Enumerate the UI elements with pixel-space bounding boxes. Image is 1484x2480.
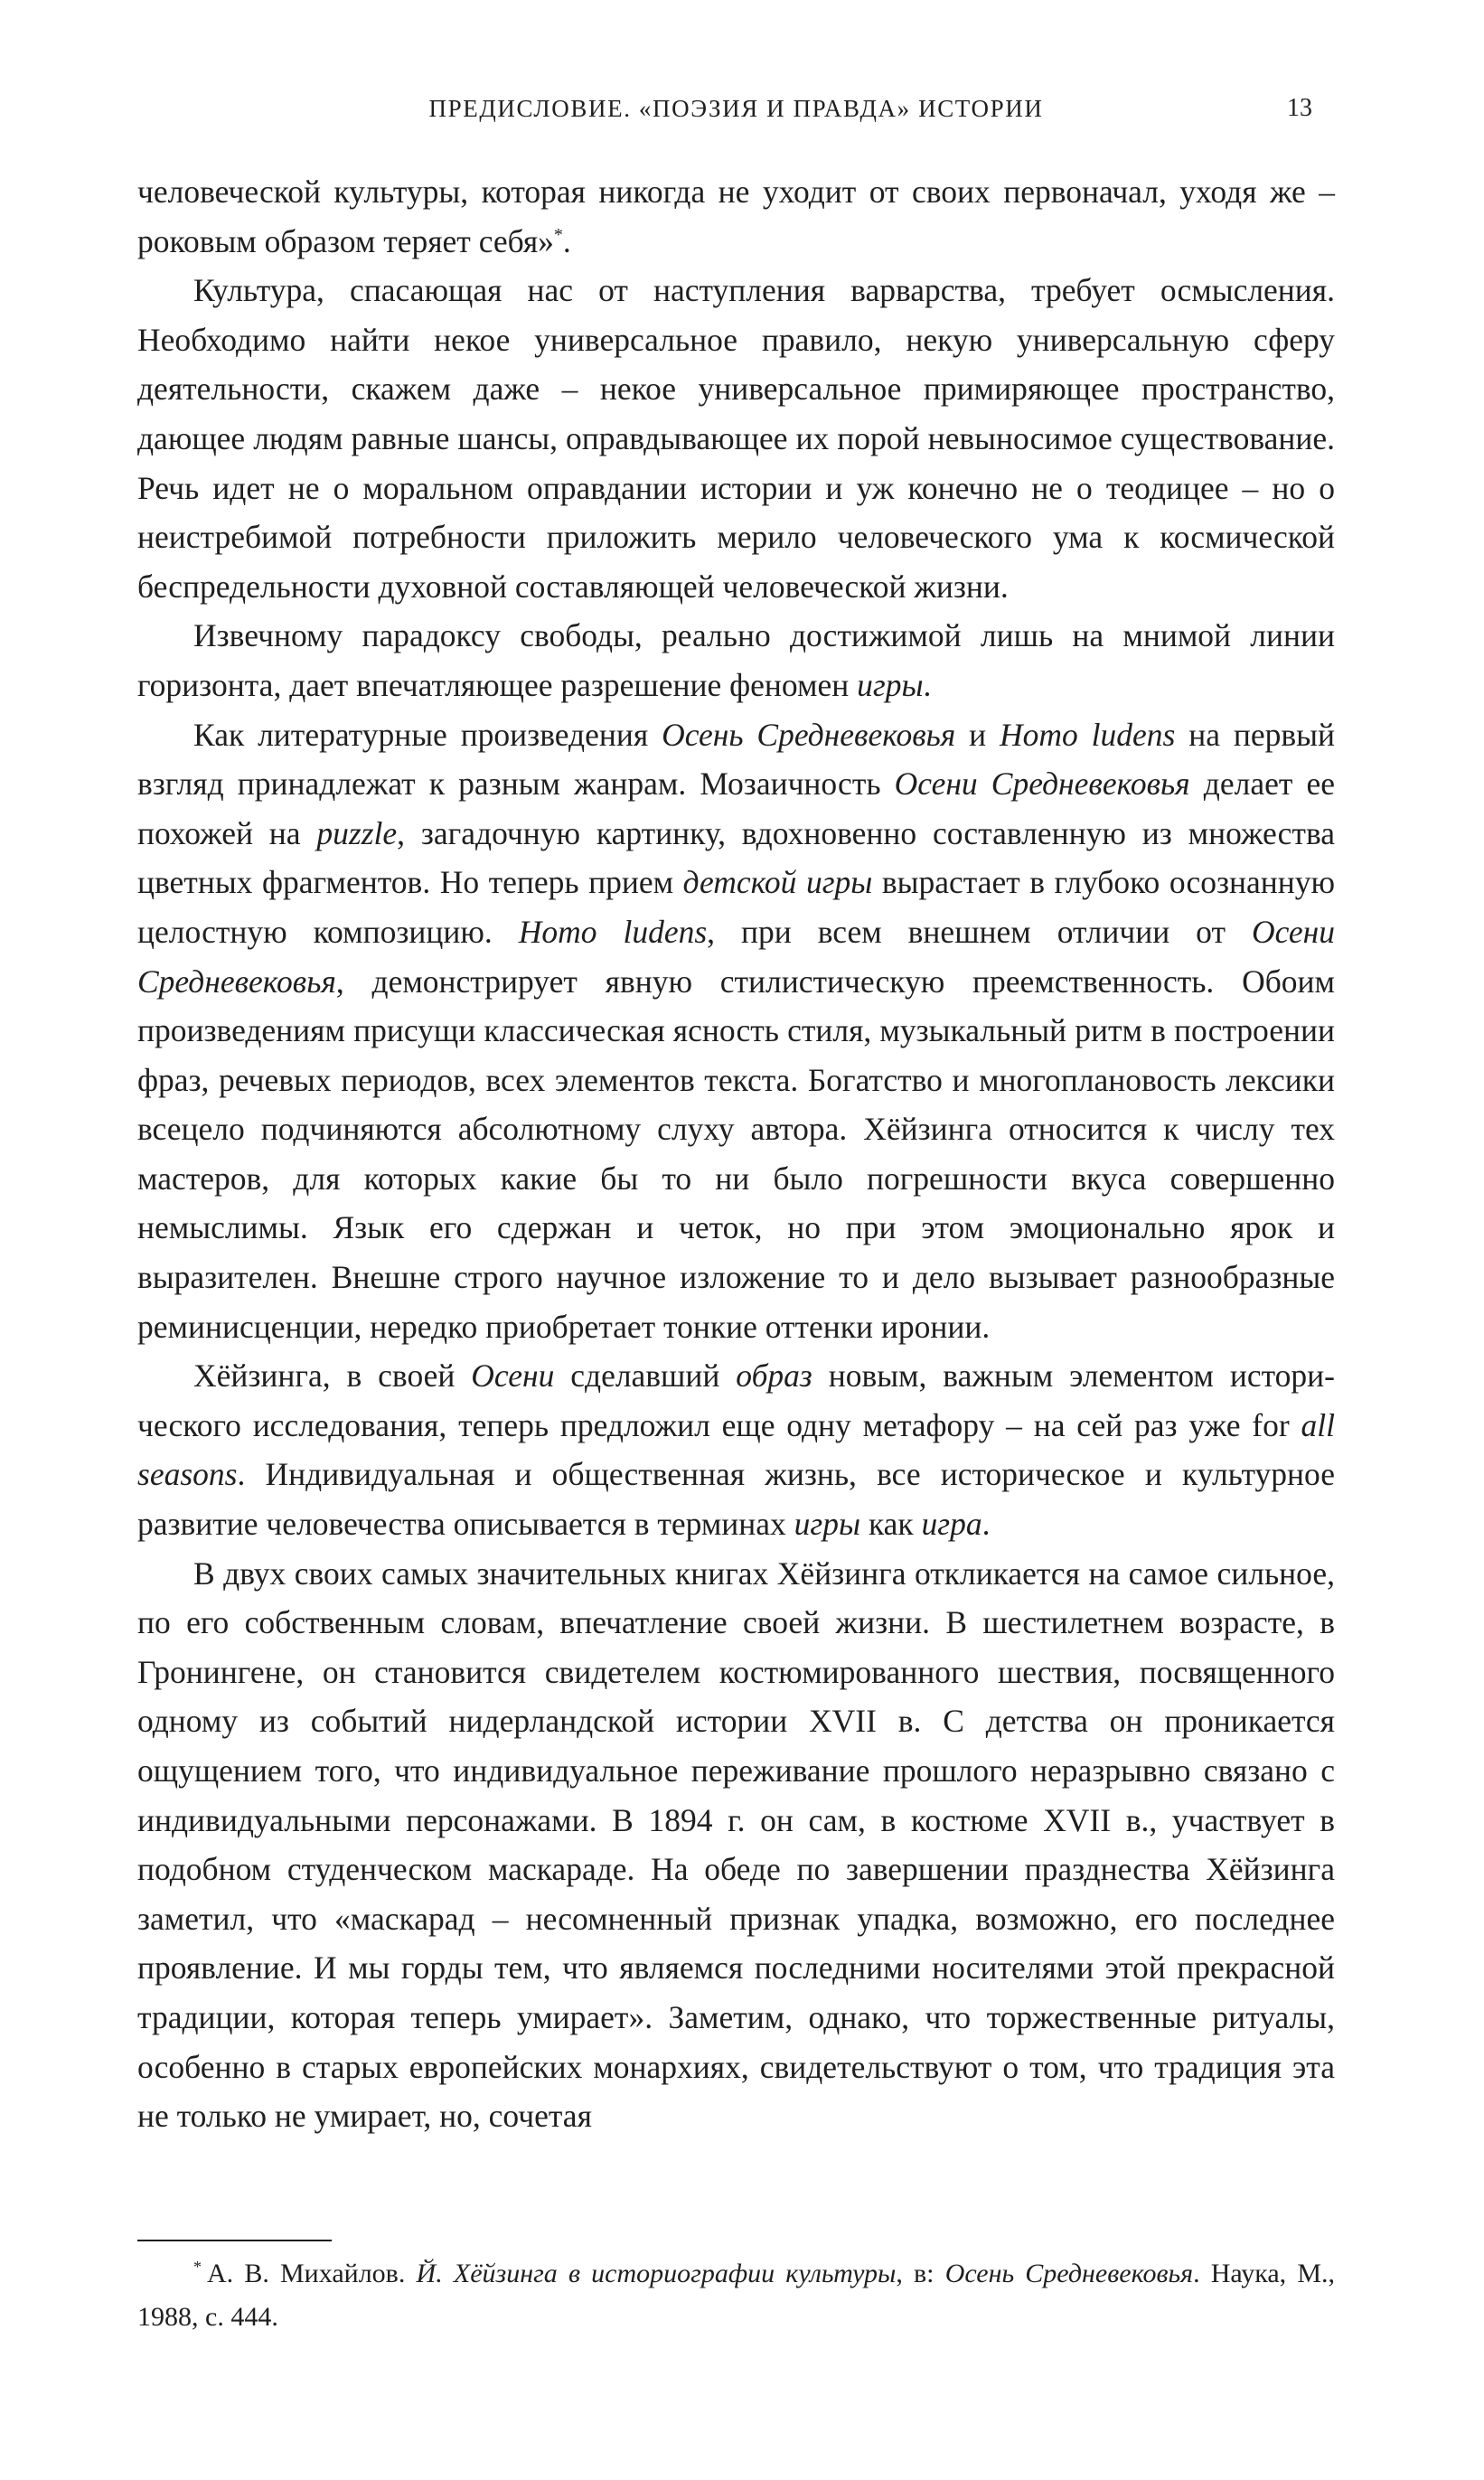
footnote: [137, 2252, 1335, 2339]
text-run: вырастает в глубоко осознанную целостную композицию.: [137, 864, 1336, 950]
paragraph-1: [137, 167, 1335, 266]
text-run: .: [982, 1506, 991, 1543]
paragraph-6: [137, 1549, 1335, 2141]
text-run: человеческой культуры, которая никогда не уходит от своих первоначал, уходя же – роковым образом теряет себя»: [137, 174, 1335, 259]
text-run: , при всем внешнем отличии от: [707, 913, 1252, 950]
footnote-author: А. В. Михайлов.: [207, 2259, 417, 2288]
footnote-divider: [137, 2240, 332, 2241]
italic-term: детской игры: [682, 864, 873, 901]
text-run: Культура, спасающая нас от наступления варварства, требует осмысления. Необходимо найти некое универсальное правило, некую универсальную сферу деятельности, скажем даже – некое универсальное примиряющее пространство, дающее людям равные шансы, оправдывающее их порой невыносимое существование. Речь идет не о моральном оправдании истории и уж конечно не о теодицее – но о неистребимой потребности приложить мерило человеческого ума к космической беспредельности духовной составляющей человеческой жизни.: [137, 272, 1335, 605]
text-run: новым, важным элементом исторического исследования, теперь предложил еще одну метафору – на сей раз уже for: [137, 1357, 1335, 1443]
footnote-marker: *: [193, 2258, 202, 2276]
main-text: [137, 167, 1335, 2141]
italic-title: Homo ludens: [1000, 716, 1176, 753]
footnote-reference: *: [553, 224, 563, 245]
paragraph-4: [137, 710, 1335, 1352]
footnote-article-title: Й. Хёйзинга в историографии культуры: [416, 2259, 897, 2288]
text-run: Хёйзинга, в своей: [193, 1357, 472, 1395]
footnote-book-title: Осень Средневековья: [944, 2259, 1194, 2288]
italic-term: puzzle: [316, 814, 398, 851]
text-run: Извечному парадоксу свободы, реально достижимой лишь на мнимой линии горизонта, дает впечатляющее разрешение феномен: [137, 617, 1335, 703]
footnote-separator: , в:: [896, 2259, 945, 2288]
italic-title: Homo ludens: [518, 913, 708, 950]
paragraph-5: [137, 1351, 1335, 1548]
text-run: делает ее похожей на: [137, 766, 1335, 851]
italic-term: игры: [857, 666, 924, 703]
running-title: ПРЕДИСЛОВИЕ. «ПОЭЗИЯ И ПРАВДА» ИСТОРИИ: [428, 95, 1044, 122]
italic-term: игра: [921, 1506, 982, 1543]
paragraph-3: [137, 611, 1335, 709]
italic-term: all seasons: [137, 1406, 1335, 1493]
footnote-publisher: . Наука, М., 1988, с. 444.: [137, 2259, 1335, 2332]
italic-title: Осени Средневековья: [137, 913, 1335, 1000]
text-run: как: [860, 1506, 922, 1543]
italic-title: Осени Средневековья: [894, 766, 1190, 803]
text-run: , демонстрирует явную стилистическую преемственность. Обоим произведениям присущи классическая ясность стиля, музыкальный ритм в построении фраз, речевых периодов, всех элементов текста. Богатство и многоплановость лексики всецело подчиняются абсолютному слуху автора. Хёйзинга относится к числу тех мастеров, для которых какие бы то ни было погрешности вкуса совершенно немыслимы. Язык его сдержан и четок, но при этом эмоционально ярок и выразителен. Внешне строго научное изложение то и дело вызывает разнообразные реминисценции, нередко приобретает тонкие оттенки иронии.: [137, 963, 1335, 1345]
text-run: на первый взгляд принадлежат к разным жанрам. Мозаичность: [137, 716, 1335, 803]
page-number: 13: [1287, 94, 1312, 122]
text-run: . Индивидуальная и общественная жизнь, все историческое и культурное развитие человечества описывается в терминах: [137, 1456, 1335, 1543]
text-run: .: [923, 666, 932, 703]
footnote-text: [137, 2252, 1335, 2339]
paragraph-2: [137, 266, 1335, 611]
text-run: Как литературные произведения: [193, 716, 662, 753]
text-run: сделавший: [554, 1357, 737, 1395]
italic-title: Осени: [471, 1357, 555, 1395]
text-run: В двух своих самых значительных книгах Хёйзинга откликается на самое сильное, по его собственным словам, впечатление своей жизни. В шестилетнем возрасте, в Гронингене, он становится свидетелем костюмированного шествия, посвященного одному из событий нидерландской истории XVII в. С детства он проникается ощущением того, что индивидуальное переживание прошлого неразрывно связано с индивидуальными персонажами. В 1894 г. он сам, в костюме XVII в., участвует в подобном студенческом маскараде. На обеде по завершении празднества Хёйзинга заметил, что «маскарад – несомненный признак упадка, возможно, его последнее проявление. И мы горды тем, что являемся последними носителями этой прекрасной традиции, которая теперь умирает». Заметим, однако, что торжественные ритуалы, особенно в старых европейских монархиях, свидетельствуют о том, что традиция эта не только не умирает, но, сочетая: [137, 1555, 1335, 2135]
italic-title: Осень Средневековья: [662, 716, 956, 753]
italic-term: игры: [794, 1506, 861, 1543]
text-run: и: [955, 716, 1000, 753]
text-run: .: [562, 222, 571, 259]
italic-term: образ: [736, 1357, 812, 1395]
text-run: , загадочную картинку, вдохновенно составленную из множества цветных фрагментов. Но теперь прием: [137, 814, 1335, 901]
